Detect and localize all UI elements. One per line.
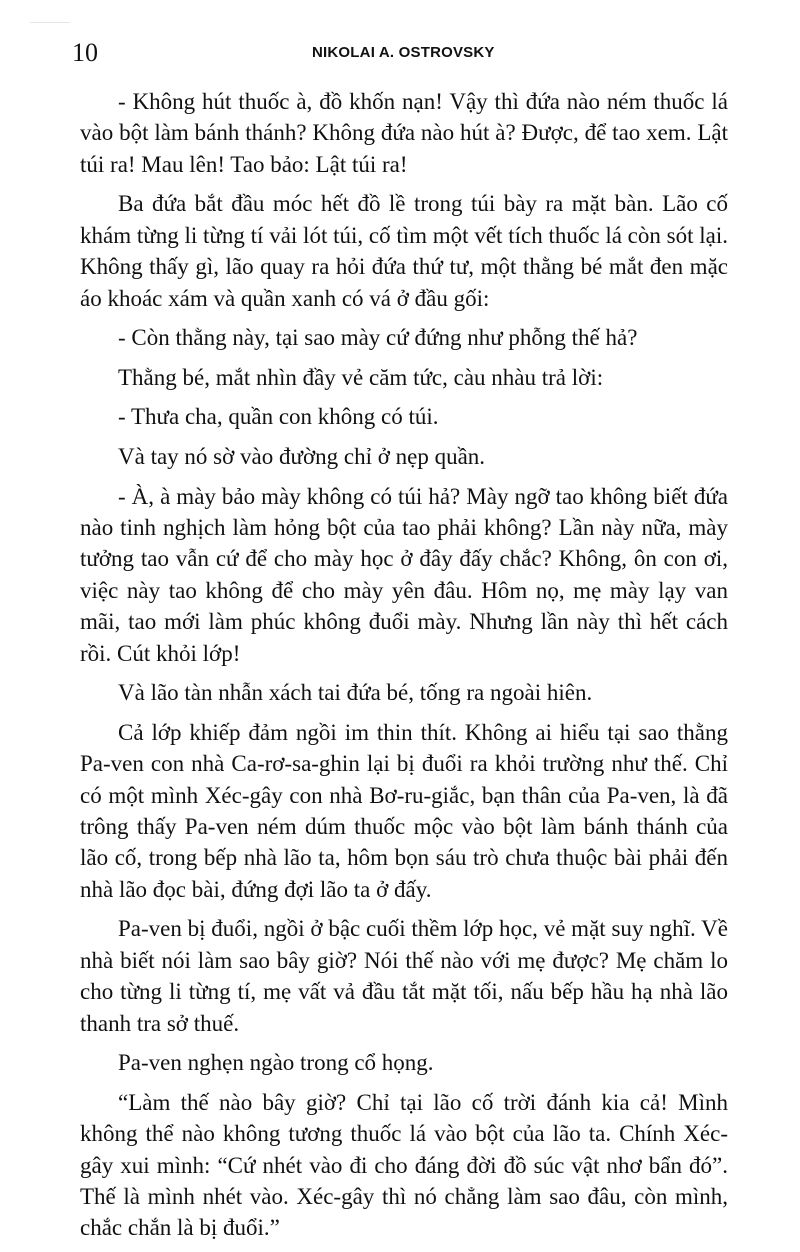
paragraph: - À, à mày bảo mày không có túi hả? Mày ngỡ tao không biết đứa nào tinh nghịch làm hỏng bột của tao phải không? Lần này nữa, mày tưởng tao vẫn cứ để cho mày học ở đây đấy chắc? Không, ôn con ơi, việc này tao không để cho mày yên đâu. Hôm nọ, mẹ mày lạy van mãi, tao mới làm phúc không đuổi mày. Nhưng lần này thì hết cách rồi. Cút khỏi lớp!	[80, 483, 728, 666]
paragraph: Cả lớp khiếp đảm ngồi im thin thít. Không ai hiểu tại sao thằng Pa-ven con nhà Ca-rơ-sa-ghin lại bị đuổi ra khỏi trường như thế. Chỉ có một mình Xéc-gây con nhà Bơ-ru-giắc, bạn thân của Pa-ven, là đã trông thấy Pa-ven ném dúm thuốc mộc vào bột làm bánh thánh của lão cố, trong bếp nhà lão ta, hôm bọn sáu trò chưa thuộc bài phải đến nhà lão đọc bài, đứng đợi lão ta ở đấy.	[80, 719, 728, 902]
paragraph: - Thưa cha, quần con không có túi.	[118, 404, 439, 430]
paragraph: Pa-ven nghẹn ngào trong cổ họng.	[118, 1050, 434, 1076]
paragraph: Ba đứa bắt đầu móc hết đồ lề trong túi bày ra mặt bàn. Lão cố khám từng li từng tí vải lót túi, cố tìm một vết tích thuốc lá còn sót lại. Không thấy gì, lão quay ra hỏi đứa thứ tư, một thằng bé mắt đen mặc áo khoác xám và quần xanh có vá ở đầu gối:	[80, 191, 728, 311]
paragraph: - Không hút thuốc à, đồ khốn nạn! Vậy thì đứa nào ném thuốc lá vào bột làm bánh thánh? Không đứa nào hút à? Được, để tao xem. Lật túi ra! Mau lên! Tao bảo: Lật túi ra!	[80, 89, 728, 177]
paragraph: “Làm thế nào bây giờ? Chỉ tại lão cố trời đánh kia cả! Mình không thể nào không tương thuốc lá vào bột của lão ta. Chính Xéc-gây xui mình: “Cứ nhét vào đi cho đáng đời đồ súc vật nhơ bẩn đó”. Thế là mình nhét vào. Xéc-gây thì nó chẳng làm sao đâu, còn mình, chắc chắn là bị đuổi.”	[80, 1089, 728, 1241]
page-number: 10	[72, 38, 98, 67]
paragraph: Thằng bé, mắt nhìn đầy vẻ căm tức, càu nhàu trả lời:	[118, 364, 604, 390]
paragraph: Và tay nó sờ vào đường chỉ ở nẹp quần.	[118, 444, 486, 469]
running-head: NIKOLAI A. OSTROVSKY	[312, 44, 495, 61]
body-text	[80, 86, 728, 1252]
paragraph: Và lão tàn nhẫn xách tai đứa bé, tống ra ngoài hiên.	[118, 680, 593, 706]
paragraph: - Còn thằng này, tại sao mày cứ đứng như phỗng thế hả?	[118, 325, 638, 351]
scan-margin-mark	[30, 22, 70, 23]
paragraph: Pa-ven bị đuổi, ngồi ở bậc cuối thềm lớp học, vẻ mặt suy nghĩ. Về nhà biết nói làm sao bây giờ? Nói thế nào với mẹ được? Mẹ chăm lo cho từng li từng tí, mẹ vất vả đầu tắt mặt tối, nấu bếp hầu hạ nhà lão thanh tra sở thuế.	[80, 916, 728, 1036]
